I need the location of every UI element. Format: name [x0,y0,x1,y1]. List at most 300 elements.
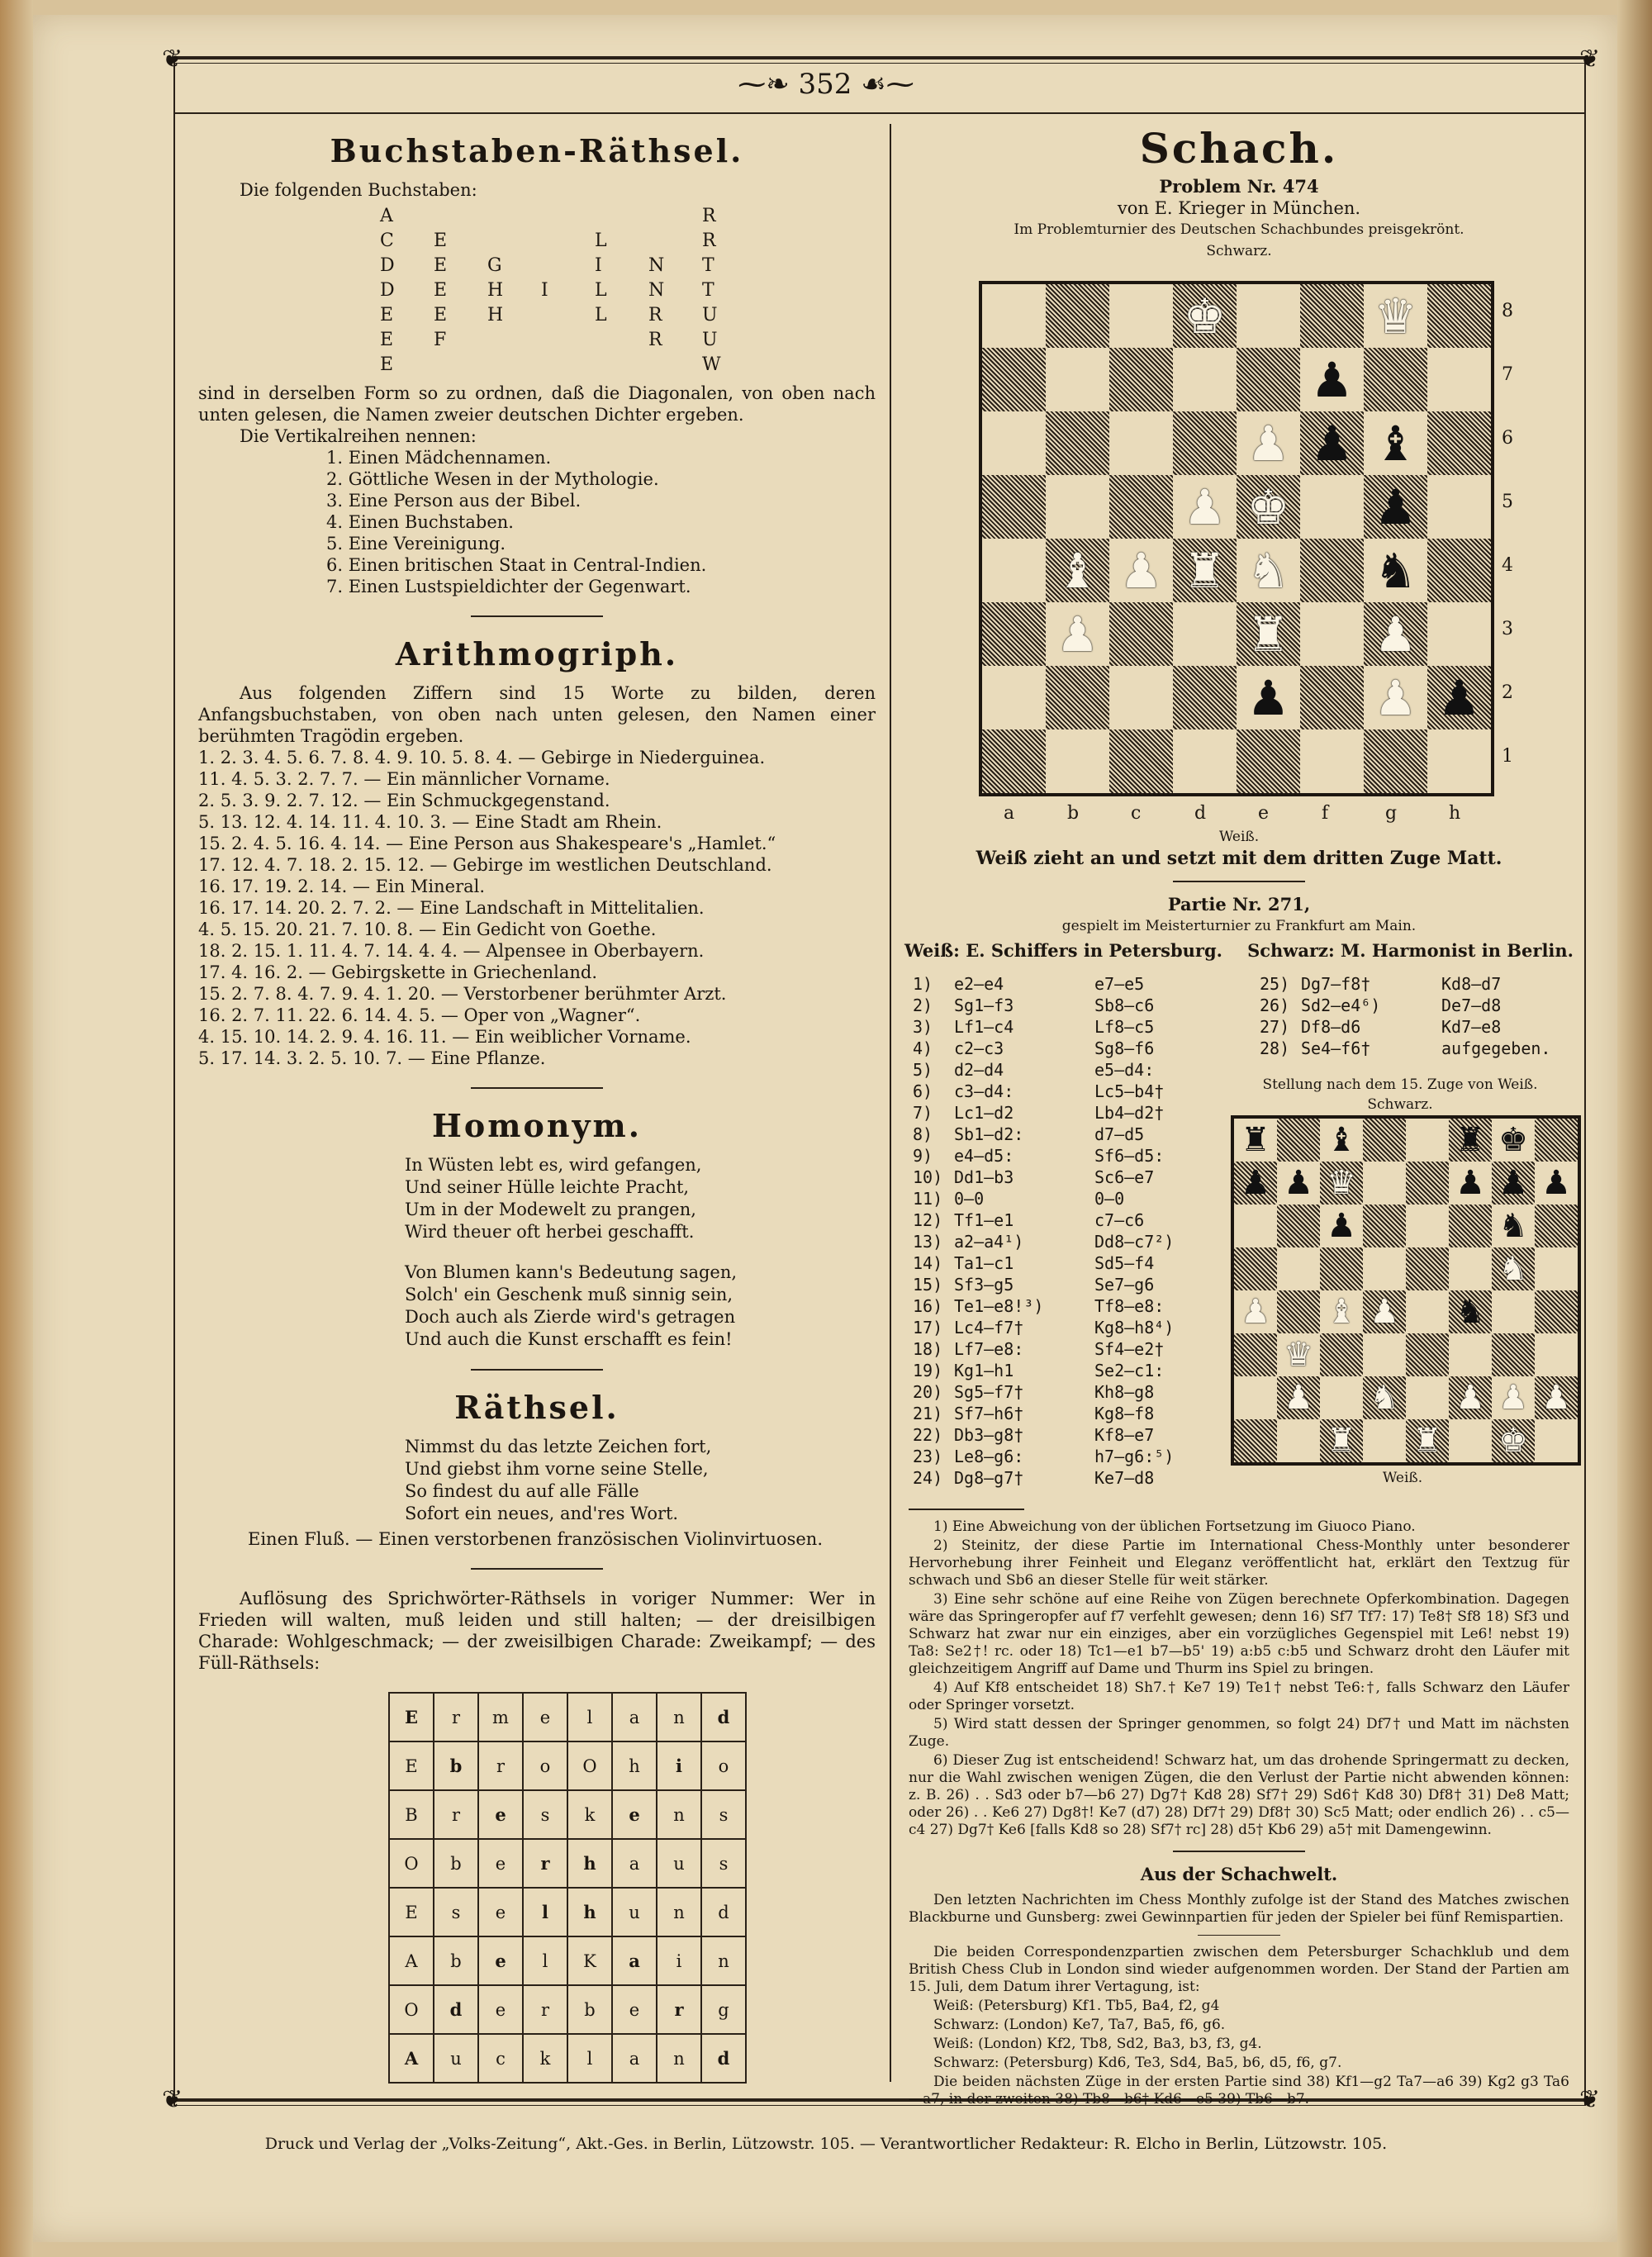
black-move: Sb8—c6 [1094,995,1155,1015]
board-square [1173,666,1237,729]
arith-title: Arithmogriph. [395,635,679,672]
letter-cell: F [434,330,447,350]
board-square [1492,1419,1535,1462]
letters-intro: Die folgenden Buchstaben: [240,180,477,200]
position-line: Weiß: (London) Kf2, Tb8, Sd2, Ba3, b3, f3, g4. [933,2036,1262,2052]
poem-line: Und auch die Kunst erschafft es fein! [405,1329,733,1349]
arith-line: 11. 4. 5. 3. 2. 7. 7. — Ein männlicher Vorname. [198,769,610,789]
board-square [1406,1333,1449,1376]
grid-cell: e [612,1985,657,2034]
board-square [1234,1119,1277,1162]
board-square [1535,1290,1578,1333]
black-move: Sg8—f6 [1094,1038,1155,1058]
board-square [1277,1290,1320,1333]
board-square [1237,666,1300,729]
black-label: Schwarz. [1206,243,1272,259]
white-move: Db3—g8† [954,1425,1024,1445]
black-move: 0—0 [1094,1189,1125,1209]
board-square [1277,1333,1320,1376]
board-square [1427,539,1491,602]
letter-grid [198,201,876,383]
top-rule [173,56,1586,59]
grid-cell: h [567,1839,612,1888]
black-move: De7—d8 [1441,995,1502,1015]
header-rule [173,112,1586,114]
move-number: 4) [913,1038,933,1058]
black-pawn-icon: ♟ [1374,478,1417,535]
poem-line: Um in der Modewelt zu prangen, [405,1200,696,1219]
board-square [1109,729,1173,793]
black-knight-icon: ♞ [1374,542,1417,599]
letters-title: Buchstaben-Räthsel. [330,132,744,169]
board-square [1237,411,1300,475]
board-square [982,666,1046,729]
board-square [1364,729,1427,793]
board-square [1234,1290,1277,1333]
grid-cell: k [523,2034,567,2083]
footnote: 1) Eine Abweichung von der üblichen Fortsetzung im Giuoco Piano. [933,1518,1416,1535]
move-row [913,1145,1227,1167]
board-square [1109,475,1173,539]
board-square [1320,1162,1363,1205]
letter-cell: T [702,255,714,276]
grid-cell: r [523,1839,567,1888]
position-board [1231,1115,1581,1466]
white-label: Weiß. [1218,829,1260,845]
separator [471,615,603,617]
letter-cell: W [702,354,721,375]
grid-cell: l [567,1693,612,1741]
grid-cell: c [478,2034,523,2083]
white-move: c2—c3 [954,1038,1004,1058]
move-row [913,1360,1227,1381]
arith-line: 16. 2. 7. 11. 22. 6. 14. 4. 5. — Oper von „Wagner“. [198,1005,641,1025]
grid-cell: n [657,2034,701,2083]
board-square [1277,1205,1320,1247]
arith-line: 5. 17. 14. 3. 2. 5. 10. 7. — Eine Pflanze. [198,1048,546,1068]
board-square [1277,1376,1320,1419]
board-square [1046,475,1109,539]
grid-cell: b [434,1936,478,1985]
letter-cell: E [434,280,448,301]
board-square [1109,602,1173,666]
black-pawn-icon: ♟ [1310,415,1354,472]
board-square [1300,411,1364,475]
white-move: Le8—g6: [954,1447,1024,1466]
board-square [1109,348,1173,411]
black-pawn-icon: ♟ [1455,1164,1485,1202]
board-square [1449,1162,1492,1205]
homonym-title: Homonym. [432,1107,642,1144]
arith-line: 15. 2. 4. 5. 16. 4. 14. — Eine Person aus Shakespeare's „Hamlet.“ [198,834,776,853]
black-pawn-icon: ♟ [1327,1207,1356,1245]
board-square [1535,1162,1578,1205]
world-p2: Die beiden Correspondenzpartien zwischen dem Petersburger Schachklub und dem British Chess Club in London sind wieder aufgenommen worden. Der Stand der Partien am 15. Juli, dem Datum ihrer Vertagung, ist: [909,1944,1569,1995]
black-move: Dd8—c7²) [1094,1232,1175,1252]
riddle-answer: Einen Fluß. — Einen verstorbenen französischen Violinvirtuosen. [248,1529,824,1549]
move-row [913,1338,1227,1360]
letter-cell: E [380,305,394,325]
rank-label: 8 [1502,301,1513,321]
board-square [1364,348,1427,411]
board-square [1046,411,1109,475]
move-row [913,973,1227,995]
white-move: Sg5—f7† [954,1382,1024,1402]
white-pawn-icon: ♟ [1241,1293,1270,1331]
white-pawn-icon: ♟ [1246,415,1290,472]
grid-row [389,1936,746,1985]
move-row [913,1381,1227,1403]
corner-ornament-bl: ❦ [162,2085,183,2114]
board-square [1320,1290,1363,1333]
move-number: 17) [913,1318,943,1338]
white-queen-icon: ♛ [1374,287,1417,344]
letters-items [326,447,876,597]
board-square [1427,729,1491,793]
letters-sub: Die Vertikalreihen nennen: [240,426,477,446]
moves-list-main [913,973,1227,1489]
board-square [1406,1419,1449,1462]
grid-cell: r [523,1985,567,2034]
arith-line: 2. 5. 3. 9. 2. 7. 12. — Ein Schmuckgegenstand. [198,791,610,810]
board-square [1363,1376,1406,1419]
letter-cell: I [595,255,602,276]
corner-ornament-br: ❦ [1579,2085,1601,2114]
board-square [1363,1419,1406,1462]
grid-cell: n [657,1888,701,1936]
grid-row [389,1741,746,1790]
grid-cell: h [567,1888,612,1936]
white-move: Tf1—e1 [954,1210,1014,1230]
grid-cell: m [478,1693,523,1741]
white-move: Sb1—d2: [954,1124,1024,1144]
board-square [1300,475,1364,539]
grid-cell: e [478,1839,523,1888]
problem-footer [904,826,1574,961]
black-move: Tf8—e8: [1094,1296,1165,1316]
solution-text: Auflösung des Sprichwörter-Räthsels in voriger Nummer: Wer in Frieden will walten, muß leiden und still halten; — der dreisilbigen Charade: Wohlgeschmack; — der zweisilbigen Charade: Zweikampf; — des Füll-Räthsels: [198,1589,876,1673]
board-square [982,475,1046,539]
grid-cell: A [389,2034,434,2083]
arith-line: 1. 2. 3. 4. 5. 6. 7. 8. 4. 9. 10. 5. 8. 4. — Gebirge in Niederguinea. [198,748,766,767]
separator [471,1369,603,1371]
board-square [1173,411,1237,475]
black-label-2: Schwarz. [1367,1096,1433,1113]
board-square [1535,1376,1578,1419]
problem-board [979,281,1494,796]
black-move: Se2—c1: [1094,1361,1165,1380]
black-move: Sf6—d5: [1094,1146,1165,1166]
grid-row [389,2034,746,2083]
white-move: e2—e4 [954,974,1004,994]
board-square [1449,1376,1492,1419]
grid-row [389,1888,746,1936]
poem-line: Doch auch als Zierde wird's getragen [405,1307,736,1327]
chess-title: Schach. [1139,124,1339,173]
white-pawn-icon: ♟ [1455,1379,1485,1417]
board-square [1046,348,1109,411]
board-square [1277,1419,1320,1462]
grid-cell: e [612,1790,657,1839]
move-row [913,1274,1227,1295]
board-square [1406,1290,1449,1333]
white-rook-icon: ♜ [1183,542,1227,599]
grid-row [389,1839,746,1888]
footnote: 6) Dieser Zug ist entscheidend! Schwarz hat, um das drohende Springermatt zu decken, nur die Wahl zwischen wenigen Zügen, die den Verlust der Partie nicht abwenden können: z. B. 26) . . Sd3 oder b7—b6 27) Dg7† Kd8 28) Sf7† 29) Sd6† Kd8 30) Df8† 31) De8 Matt; oder 26) . . Ke6 27) Dg8†! Ke7 (d7) 28) Df7† 29) Df8† 30) Sc5 Matt; oder endlich 26) . . c5—c4 27) Dg7† Ke6 [falls Kd8 so 28) Sf7† rc] 28) d5† Kb6 29) a5† mit Damengewinn. [909,1752,1569,1838]
move-number: 20) [913,1382,943,1402]
grid-cell: E [389,1888,434,1936]
rank-label: 1 [1502,746,1513,767]
grid-cell: a [612,1839,657,1888]
white-move: Ta1—c1 [954,1253,1014,1273]
grid-cell: O [567,1741,612,1790]
letter-cell: D [380,280,395,301]
white-move: e4—d5: [954,1146,1014,1166]
file-label: e [1258,803,1270,824]
rank-label: 2 [1502,682,1513,703]
arith-line: 16. 17. 14. 20. 2. 7. 2. — Eine Landschaft in Mittelitalien. [198,898,705,918]
letter-cell: R [648,330,662,350]
white-pawn-icon: ♟ [1370,1293,1399,1331]
board-square [1449,1119,1492,1162]
grid-cell: s [434,1888,478,1936]
board-square [1234,1333,1277,1376]
black-move: Se7—g6 [1094,1275,1155,1295]
white-move: Lc4—f7† [954,1318,1024,1338]
list-item: 3. Eine Person aus der Bibel. [326,491,582,511]
file-label: g [1385,803,1398,824]
board-square [1237,475,1300,539]
letter-cell: E [380,354,394,375]
grid-cell: s [701,1790,746,1839]
separator [1173,881,1305,882]
letter-cell: R [702,230,716,251]
separator [471,1087,603,1089]
white-label-2: Weiß. [1382,1470,1423,1486]
white-move: a2—a4¹) [954,1232,1024,1252]
letter-cell: T [702,280,714,301]
board-square [1492,1290,1535,1333]
board-square [1406,1247,1449,1290]
list-item: 2. Göttliche Wesen in der Mythologie. [326,469,659,489]
grid-cell: d [434,1985,478,2034]
move-row [1260,995,1574,1016]
letter-cell: N [648,280,665,301]
rank-label: 4 [1502,555,1513,576]
position-caption: Stellung nach dem 15. Zuge von Weiß. [1262,1076,1538,1093]
arith-line: 17. 4. 16. 2. — Gebirgskette in Griechenland. [198,962,597,982]
move-number: 26) [1260,995,1290,1015]
page-header [0,68,1652,101]
list-item: 1. Einen Mädchennamen. [326,448,552,468]
letter-cell: A [380,206,393,226]
grid-cell: e [523,1693,567,1741]
move-number: 9) [913,1146,933,1166]
list-item: 5. Eine Vereinigung. [326,534,506,554]
arith-lines [198,747,876,1069]
board-square [1300,284,1364,348]
board-square [1277,1247,1320,1290]
game-title: Partie Nr. 271, [1167,894,1311,915]
black-move: Kh8—g8 [1094,1382,1155,1402]
letter-cell: E [434,255,448,276]
move-row [913,1252,1227,1274]
grid-cell: i [657,1741,701,1790]
poem-line: Nimmst du das letzte Zeichen fort, [405,1437,712,1456]
moves-list-end [1260,973,1574,1059]
move-row [1260,973,1574,995]
riddle-title: Räthsel. [454,1389,620,1426]
board-square [1427,602,1491,666]
black-pawn-icon: ♟ [1498,1164,1528,1202]
white-move: Sf3—g5 [954,1275,1014,1295]
letter-cell: G [487,255,502,276]
grid-cell: A [389,1936,434,1985]
grid-cell: u [657,1839,701,1888]
board-square [1277,1119,1320,1162]
black-move: Kd7—e8 [1441,1017,1502,1037]
board-square [1364,666,1427,729]
grid-cell: r [434,1790,478,1839]
white-move: c3—d4: [954,1081,1014,1101]
board-square [1320,1376,1363,1419]
top-rule-thin [173,63,1586,64]
move-row [913,1424,1227,1446]
board-square [1109,284,1173,348]
imprint-footer: Druck und Verlag der „Volks-Zeitung“, Akt.-Ges. in Berlin, Lützowstr. 105. — Verantwortlicher Redakteur: R. Elcho in Berlin, Lützowstr. 105. [264,2135,1388,2153]
rank-label: 7 [1502,364,1513,385]
black-move: aufgegeben. [1441,1038,1551,1058]
white-pawn-icon: ♟ [1119,542,1163,599]
letter-cell: L [595,305,607,325]
white-king-icon: ♚ [1498,1422,1528,1460]
black-knight-icon: ♞ [1498,1207,1528,1245]
homonym-poem [198,1154,876,1351]
black-move: Kf8—e7 [1094,1425,1155,1445]
footnote: 3) Eine sehr schöne auf eine Reihe von Zügen berechnete Opferkombination. Dagegen wäre das Springeropfer auf f7 verfehlt gewesen; denn 16) Sf7 Tf7: 17) Te8† Sf8 18) Sf3 und Schwarz hat zwar nur ein einziges, aber ein vorzügliches Gegenspiel mit Le6! nebst 19) Ta8: Se2†! rc. oder 18) Tc1—e1 b7—b5' 19) a:b5 c:b5 und Schwarz droht den Läufer mit gleichzeitigem Angriff auf Dame und Thurm ins Spiel zu bringen. [909,1591,1569,1677]
game-sub: gespielt im Meisterturnier zu Frankfurt am Main. [1061,918,1417,934]
board-square [1364,539,1427,602]
board-square [1046,284,1109,348]
problem-author: von E. Krieger in München. [1117,198,1361,218]
poem-line: Sofort ein neues, and'res Wort. [405,1504,679,1523]
letters-text: sind in derselben Form so zu ordnen, daß die Diagonalen, von oben nach unten gelesen, die Namen zweier deutschen Dichter ergeben. [198,383,876,425]
move-row [913,995,1227,1016]
black-move: e5—d4: [1094,1060,1155,1080]
page-edge [1617,0,1652,2257]
grid-row [389,1693,746,1741]
white-rook-icon: ♜ [1246,606,1290,663]
board-square [1449,1205,1492,1247]
board-square [1237,348,1300,411]
letter-cell: E [434,230,448,251]
grid-cell: r [657,1985,701,2034]
poem-line: Und seiner Hülle leichte Pracht, [405,1177,690,1197]
board-square [1237,284,1300,348]
white-pawn-icon: ♟ [1284,1379,1313,1417]
board-square [1492,1162,1535,1205]
letter-cell: U [702,305,718,325]
black-move: Ke7—d8 [1094,1468,1155,1488]
grid-cell: h [612,1741,657,1790]
move-number: 12) [913,1210,943,1230]
move-number: 24) [913,1468,943,1488]
problem-title: Problem Nr. 474 [1159,176,1319,197]
separator [471,1568,603,1570]
grid-cell: n [657,1790,701,1839]
separator [1173,1851,1305,1852]
move-row [913,1038,1227,1059]
board-square [1406,1205,1449,1247]
board-square [982,602,1046,666]
grid-cell: B [389,1790,434,1839]
white-queen-icon: ♛ [1284,1336,1313,1374]
board-square [1535,1419,1578,1462]
grid-cell: l [523,1936,567,1985]
letter-cell: R [702,206,716,226]
board-square [982,284,1046,348]
letter-cell: U [702,330,718,350]
move-number: 16) [913,1296,943,1316]
white-player: Weiß: E. Schiffers in Petersburg. [904,940,1222,961]
white-pawn-icon: ♟ [1056,606,1099,663]
white-move: Sg1—f3 [954,995,1014,1015]
grid-row [389,1790,746,1839]
board-square [1406,1162,1449,1205]
page-number: 352 [798,68,852,101]
board-square [1535,1247,1578,1290]
grid-cell: e [478,1936,523,1985]
white-move: Dg8—g7† [954,1468,1024,1488]
white-pawn-icon: ♟ [1374,669,1417,726]
arith-line: 16. 17. 19. 2. 14. — Ein Mineral. [198,877,486,896]
move-number: 7) [913,1103,933,1123]
world-title: Aus der Schachwelt. [1140,1864,1338,1884]
position-line: Schwarz: (Petersburg) Kd6, Te3, Sd4, Ba5, b6, d5, f6, g7. [933,2055,1342,2071]
list-item: 6. Einen britischen Staat in Central-Indien. [326,555,707,575]
board-square [1363,1290,1406,1333]
board-square [1363,1119,1406,1162]
move-row [1260,1016,1574,1038]
black-rook-icon: ♜ [1241,1121,1270,1159]
white-pawn-icon: ♟ [1498,1379,1528,1417]
letter-cell: D [380,255,395,276]
position-line: Schwarz: (London) Ke7, Ta7, Ba5, f6, g6. [933,2017,1226,2033]
letter-cell: H [487,305,504,325]
move-number: 10) [913,1167,943,1187]
white-move: Se4—f6† [1301,1038,1371,1058]
board-square [1173,602,1237,666]
move-row [913,1102,1227,1124]
move-number: 18) [913,1339,943,1359]
black-move: Kg8—h8⁴) [1094,1318,1175,1338]
move-number: 8) [913,1124,933,1144]
move-row [913,1446,1227,1467]
board-square [1449,1419,1492,1462]
move-number: 22) [913,1425,943,1445]
move-row [913,1209,1227,1231]
white-move: Lf7—e8: [954,1339,1024,1359]
problem-goal: Weiß zieht an und setzt mit dem dritten Zuge Matt. [976,848,1502,869]
board-square [1492,1333,1535,1376]
arith-line: 17. 12. 4. 7. 18. 2. 15. 12. — Gebirge im westlichen Deutschland. [198,855,772,875]
grid-cell: E [389,1741,434,1790]
white-rook-icon: ♜ [1412,1422,1442,1460]
grid-cell: l [523,1888,567,1936]
poem-verse [405,1154,876,1243]
board-square [1449,1247,1492,1290]
board-square [1300,602,1364,666]
